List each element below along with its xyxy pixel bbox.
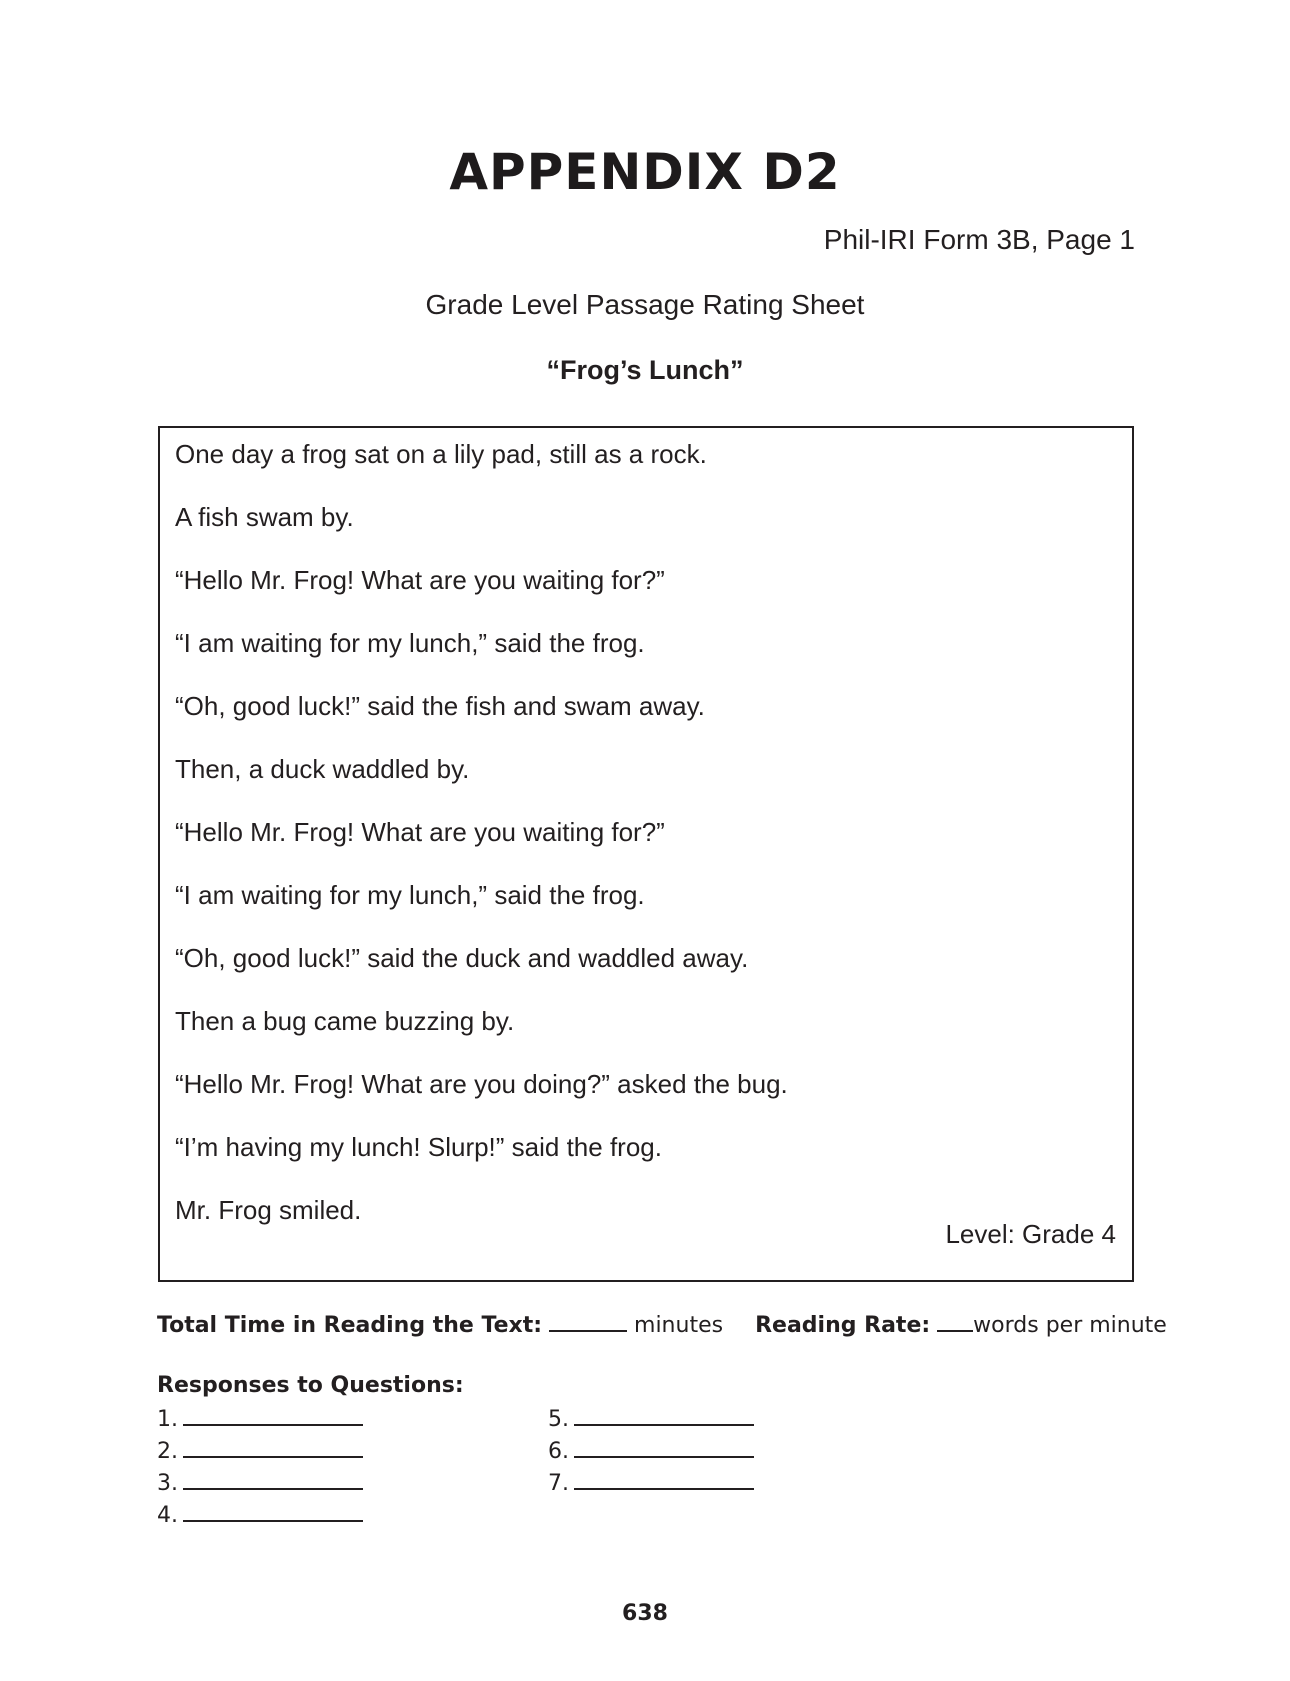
form-reference: Phil-IRI Form 3B, Page 1 (823, 224, 1135, 255)
response-item (548, 1404, 754, 1436)
response-number: 6. (548, 1439, 569, 1464)
responses-left-column (157, 1404, 363, 1532)
responses-title: Responses to Questions: (157, 1373, 464, 1398)
passage-line: “I’m having my lunch! Slurp!” said the frog. (175, 1132, 662, 1162)
response-item (157, 1500, 363, 1532)
response-number: 5. (548, 1407, 569, 1432)
page-title: APPENDIX D2 (449, 143, 841, 201)
reading-info-line (157, 1310, 1167, 1340)
passage-line: Then, a duck waddled by. (175, 754, 470, 784)
passage-line: A fish swam by. (175, 502, 354, 532)
grade-level: Level: Grade 4 (945, 1219, 1116, 1249)
reading-time-label: Total Time in Reading the Text: (157, 1313, 543, 1338)
response-blank[interactable] (183, 1436, 363, 1458)
reading-rate-unit: words per minute (973, 1313, 1167, 1338)
response-blank[interactable] (183, 1468, 363, 1490)
passage-lines (175, 438, 788, 1257)
page-number: 638 (622, 1601, 668, 1626)
passage-line: “I am waiting for my lunch,” said the frog. (175, 628, 645, 658)
passage-line: Then a bug came buzzing by. (175, 1006, 515, 1036)
passage-line: “Oh, good luck!” said the fish and swam away. (175, 691, 705, 721)
response-item (548, 1468, 754, 1500)
passage-line: “I am waiting for my lunch,” said the frog. (175, 880, 645, 910)
response-number: 3. (157, 1471, 178, 1496)
response-blank[interactable] (183, 1500, 363, 1522)
sheet-subtitle: Grade Level Passage Rating Sheet (425, 289, 865, 320)
passage-line: “Hello Mr. Frog! What are you waiting for?” (175, 817, 665, 847)
response-blank[interactable] (574, 1468, 754, 1490)
passage-line: “Hello Mr. Frog! What are you waiting for?” (175, 565, 665, 595)
response-item (157, 1436, 363, 1468)
reading-time-blank[interactable] (549, 1310, 627, 1332)
responses-right-column (548, 1404, 754, 1500)
response-blank[interactable] (574, 1404, 754, 1426)
reading-rate-blank[interactable] (937, 1310, 973, 1332)
response-item (157, 1468, 363, 1500)
reading-rate-label: Reading Rate: (755, 1313, 931, 1338)
story-title: “Frog’s Lunch” (546, 355, 744, 385)
reading-time-unit: minutes (634, 1313, 724, 1338)
passage-line: “Hello Mr. Frog! What are you doing?” asked the bug. (175, 1069, 788, 1099)
passage-line: One day a frog sat on a lily pad, still as a rock. (175, 439, 707, 469)
response-blank[interactable] (183, 1404, 363, 1426)
response-item (548, 1436, 754, 1468)
response-number: 4. (157, 1503, 178, 1528)
passage-line: Mr. Frog smiled. (175, 1195, 362, 1225)
response-number: 1. (157, 1407, 178, 1432)
passage-line: “Oh, good luck!” said the duck and waddled away. (175, 943, 749, 973)
response-blank[interactable] (574, 1436, 754, 1458)
response-number: 2. (157, 1439, 178, 1464)
response-item (157, 1404, 363, 1436)
passage-box (158, 426, 1134, 1282)
response-number: 7. (548, 1471, 569, 1496)
